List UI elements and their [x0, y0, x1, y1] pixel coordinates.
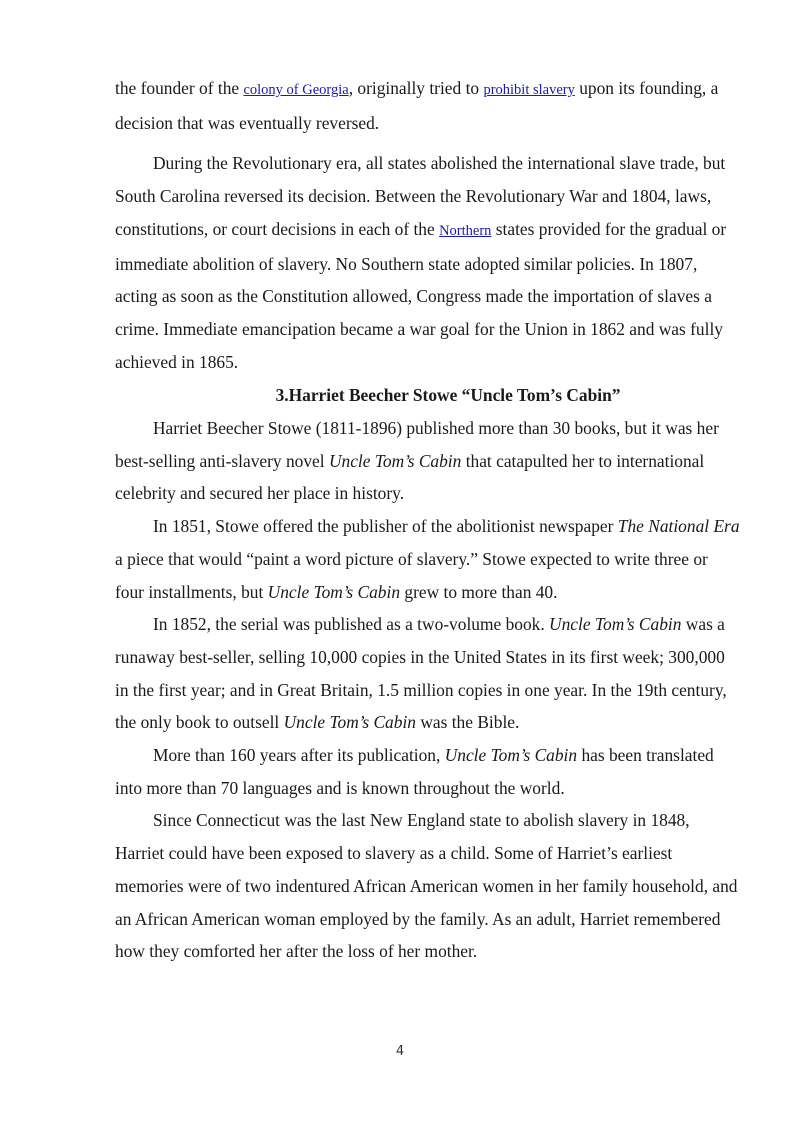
paragraph-revolutionary-era: [115, 147, 741, 378]
text-span: states provided for the gradual or immediate abolition of slavery. No Southern state adopted similar policies. In 1807, acting as soon as the Constitution allowed, Congress made the importation of slaves a crime. Immediate emancipation became a war goal for the Union in 1862 and was fully achieved in 1865.: [115, 218, 727, 372]
document-body: [115, 72, 741, 968]
book-title: Uncle Tom’s Cabin: [549, 614, 682, 635]
text-span: In 1851, Stowe offered the publisher of the abolitionist newspaper: [153, 516, 618, 537]
paragraph-translations: [115, 739, 741, 804]
text-span: was a runaway best-seller, selling 10,000 copies in the United States in its first week; 300,000 in the first year; and in Great Britain, 1.5 million copies in one year. In the 19th century, the only book to outsell: [115, 614, 727, 733]
text-span: During the Revolutionary era, all states abolished the international slave trade, but South Carolina reversed its decision. Between the Revolutionary War and 1804, laws, constitutions, or court decisions in each of the: [115, 153, 726, 239]
link-prohibit-slavery[interactable]: prohibit slavery: [483, 82, 575, 98]
text-span: upon its founding, a decision that was eventually reversed.: [115, 78, 719, 133]
link-colony-of-georgia[interactable]: colony of Georgia: [243, 82, 349, 98]
text-span: , originally tried to: [348, 78, 484, 98]
paragraph-stowe-intro: [115, 412, 741, 510]
text-span: Harriet Beecher Stowe (1811-1896) published more than 30 books, but it was her best-selling anti-slavery novel: [115, 418, 719, 471]
paragraph-bestseller: [115, 608, 741, 739]
paragraph-georgia: [115, 72, 741, 139]
paragraph-national-era: [115, 510, 741, 608]
text-span: the founder of the: [115, 78, 244, 98]
book-title: Uncle Tom’s Cabin: [267, 581, 401, 602]
section-heading: 3.Harriet Beecher Stowe “Uncle Tom’s Cabin”: [275, 385, 621, 406]
text-span: More than 160 years after its publication,: [153, 745, 445, 766]
text-span: In 1852, the serial was published as a two-volume book.: [153, 614, 550, 635]
text-span: has been translated into more than 70 languages and is known throughout the world.: [115, 745, 714, 798]
page-number: 4: [395, 1044, 405, 1059]
text-span: Since Connecticut was the last New England state to abolish slavery in 1848, Harriet could have been exposed to slavery as a child. Some of Harriet’s earliest memories were of two indentured African American women in her family household, and an African American woman employed by the family. As an adult, Harriet remembered how they comforted her after the loss of her mother.: [115, 810, 738, 962]
text-span: grew to more than 40.: [400, 581, 558, 602]
text-span: a piece that would “paint a word picture of slavery.” Stowe expected to write three or four installments, but: [115, 548, 708, 602]
paragraph-connecticut: [115, 804, 741, 968]
text-span: that catapulted her to international celebrity and secured her place in history.: [115, 450, 705, 504]
link-northern[interactable]: Northern: [439, 222, 492, 239]
text-span: was the Bible.: [415, 712, 520, 733]
newspaper-title: The National Era: [617, 516, 740, 537]
book-title: Uncle Tom’s Cabin: [444, 745, 578, 766]
book-title: Uncle Tom’s Cabin: [328, 450, 462, 471]
book-title: Uncle Tom’s Cabin: [283, 712, 416, 733]
